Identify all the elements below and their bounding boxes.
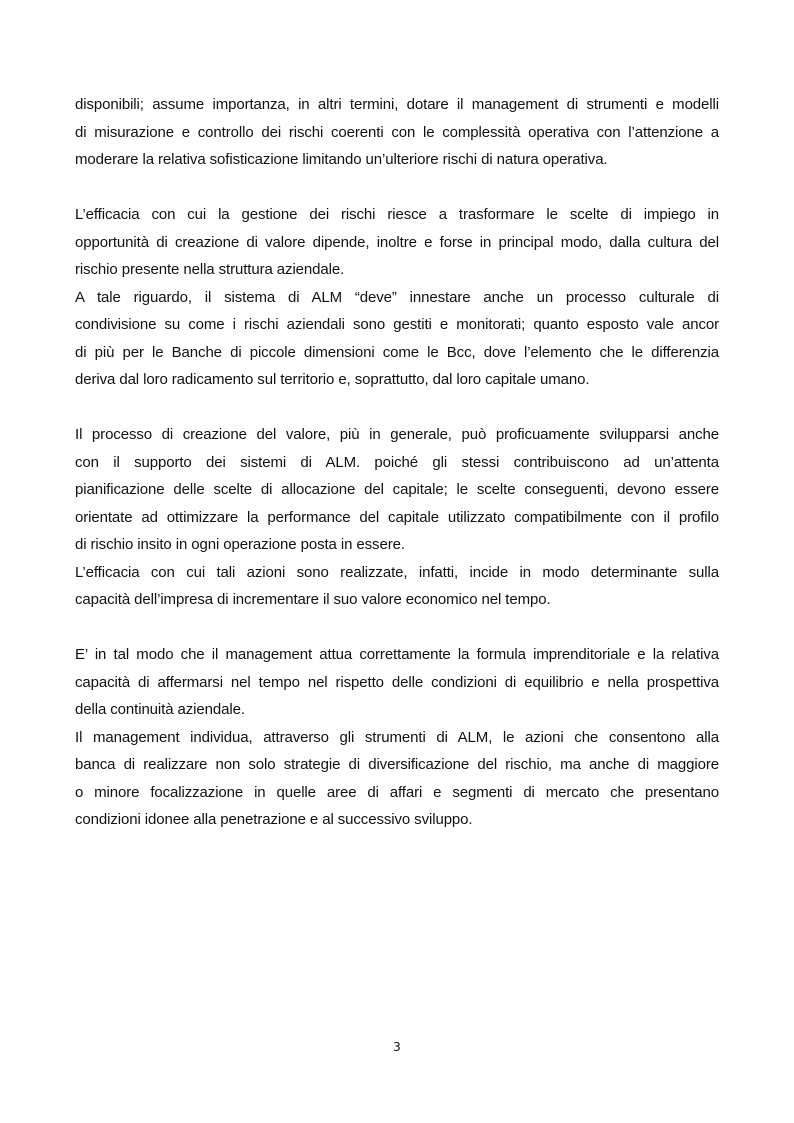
text-line: o minore focalizzazione in quelle aree di affari e segmenti di mercato che presentano [75,783,719,801]
text-line: con il supporto dei sistemi di ALM. poiché gli stessi contribuiscono ad un’attenta [75,453,719,471]
text-line: A tale riguardo, il sistema di ALM “deve” innestare anche un processo culturale di [75,288,719,306]
text-line: rischio presente nella struttura aziendale. [75,261,345,278]
text-line: moderare la relativa sofisticazione limitando un’ulteriore rischi di natura operativa. [75,151,608,168]
paragraph-2 [75,201,719,394]
text-line: deriva dal loro radicamento sul territorio e, soprattutto, dal loro capitale umano. [75,371,590,388]
text-line: della continuità aziendale. [75,701,245,718]
text-line: pianificazione delle scelte di allocazione del capitale; le scelte conseguenti, devono essere [75,481,719,498]
text-line: di più per le Banche di piccole dimensioni come le Bcc, dove l’elemento che le differenzia [75,343,719,361]
text-line: L’efficacia con cui la gestione dei rischi riesce a trasformare le scelte di impiego in [75,206,719,223]
text-line: Il processo di creazione del valore, più in generale, può proficuamente svilupparsi anche [75,426,719,443]
text-line: condivisione su come i rischi aziendali sono gestiti e monitorati; quanto esposto vale ancor [75,316,719,333]
paragraph-1 [75,91,719,174]
text-line: capacità dell’impresa di incrementare il suo valore economico nel tempo. [75,591,551,608]
text-line: condizioni idonee alla penetrazione e al successivo sviluppo. [75,811,473,828]
page-number: 3 [393,1040,401,1054]
text-line: L’efficacia con cui tali azioni sono realizzate, infatti, incide in modo determinante sulla [75,563,719,581]
text-line: E’ in tal modo che il management attua correttamente la formula imprenditoriale e la relativa [75,646,719,663]
text-line: banca di realizzare non solo strategie di diversificazione del rischio, ma anche di maggiore [75,756,719,773]
text-line: capacità di affermarsi nel tempo nel rispetto delle condizioni di equilibrio e nella prospettiva [75,673,719,691]
paragraph-3 [75,421,719,614]
paragraph-4 [75,641,719,834]
text-line: Il management individua, attraverso gli strumenti di ALM, le azioni che consentono alla [75,728,719,746]
text-line: opportunità di creazione di valore dipende, inoltre e forse in principal modo, dalla cultura del [75,233,719,251]
text-line: orientate ad ottimizzare la performance del capitale utilizzato compatibilmente con il profilo [75,508,719,526]
text-line: di misurazione e controllo dei rischi coerenti con le complessità operativa con l’attenzione a [75,123,719,141]
text-line: disponibili; assume importanza, in altri termini, dotare il management di strumenti e modelli [75,96,719,113]
text-line: di rischio insito in ogni operazione posta in essere. [75,536,405,553]
